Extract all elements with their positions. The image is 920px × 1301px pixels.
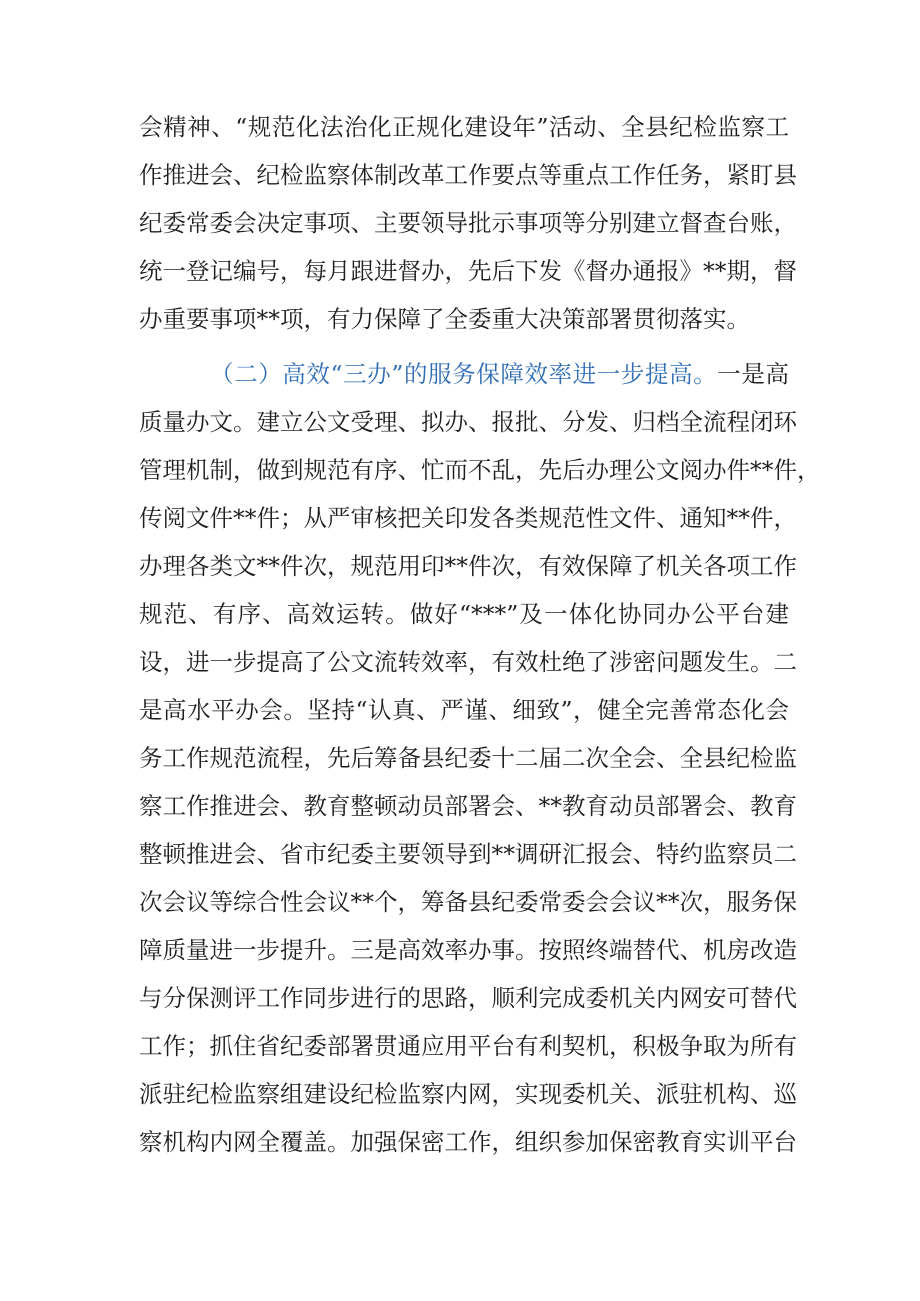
paragraph-2-line: 次会议等综合性会议**个，筹备县纪委常委会会议**次，服务保	[139, 888, 797, 916]
paragraph-2-line: 质量办文。建立公文受理、拟办、报批、分发、归档全流程闭环	[139, 408, 797, 436]
paragraph-2-line: 察机构内网全覆盖。加强保密工作，组织参加保密教育实训平台	[139, 1128, 797, 1156]
paragraph-2-line: 设，进一步提高了公文流转效率，有效杜绝了涉密问题发生。二	[139, 648, 797, 676]
paragraph-2-line: 派驻纪检监察组建设纪检监察内网，实现委机关、派驻机构、巡	[139, 1080, 797, 1108]
paragraph-2-line: 务工作规范流程，先后筹备县纪委十二届二次全会、全县纪检监	[139, 744, 797, 772]
section-heading: （二）高效“三办”的服务保障效率进一步提高。	[210, 360, 718, 388]
paragraph-1-line: 办重要事项**项，有力保障了全委重大决策部署贯彻落实。	[139, 305, 750, 333]
section-heading-continuation: 一是高	[717, 360, 790, 388]
paragraph-2-line: 规范、有序、高效运转。做好“***”及一体化协同办公平台建	[139, 600, 789, 628]
paragraph-2-first-line	[210, 350, 789, 398]
paragraph-2-line: 与分保测评工作同步进行的思路，顺利完成委机关内网安可替代	[139, 984, 797, 1012]
paragraph-2-line: 察工作推进会、教育整顿动员部署会、**教育动员部署会、教育	[139, 792, 797, 820]
paragraph-2-line: 是高水平办会。坚持“认真、严谨、细致”，健全完善常态化会	[139, 696, 789, 724]
paragraph-2-line: 传阅文件**件；从严审核把关印发各类规范性文件、通知**件，	[139, 504, 797, 532]
paragraph-2-line: 障质量进一步提升。三是高效率办事。按照终端替代、机房改造	[139, 936, 797, 964]
paragraph-2-line: 整顿推进会、省市纪委主要领导到**调研汇报会、特约监察员二	[139, 840, 797, 868]
paragraph-1-line: 纪委常委会决定事项、主要领导批示事项等分别建立督查台账，	[139, 209, 797, 237]
paragraph-1-line: 统一登记编号，每月跟进督办，先后下发《督办通报》**期，督	[139, 257, 797, 285]
paragraph-1-line: 会精神、“规范化法治化正规化建设年”活动、全县纪检监察工	[139, 113, 789, 141]
paragraph-2-line: 管理机制，做到规范有序、忙而不乱，先后办理公文阅办件**件，	[139, 456, 821, 484]
paragraph-1-line: 作推进会、纪检监察体制改革工作要点等重点工作任务，紧盯县	[139, 161, 797, 189]
paragraph-2-line: 工作；抓住省纪委部署贯通应用平台有利契机，积极争取为所有	[139, 1032, 797, 1060]
paragraph-2-line: 办理各类文**件次，规范用印**件次，有效保障了机关各项工作	[139, 552, 797, 580]
